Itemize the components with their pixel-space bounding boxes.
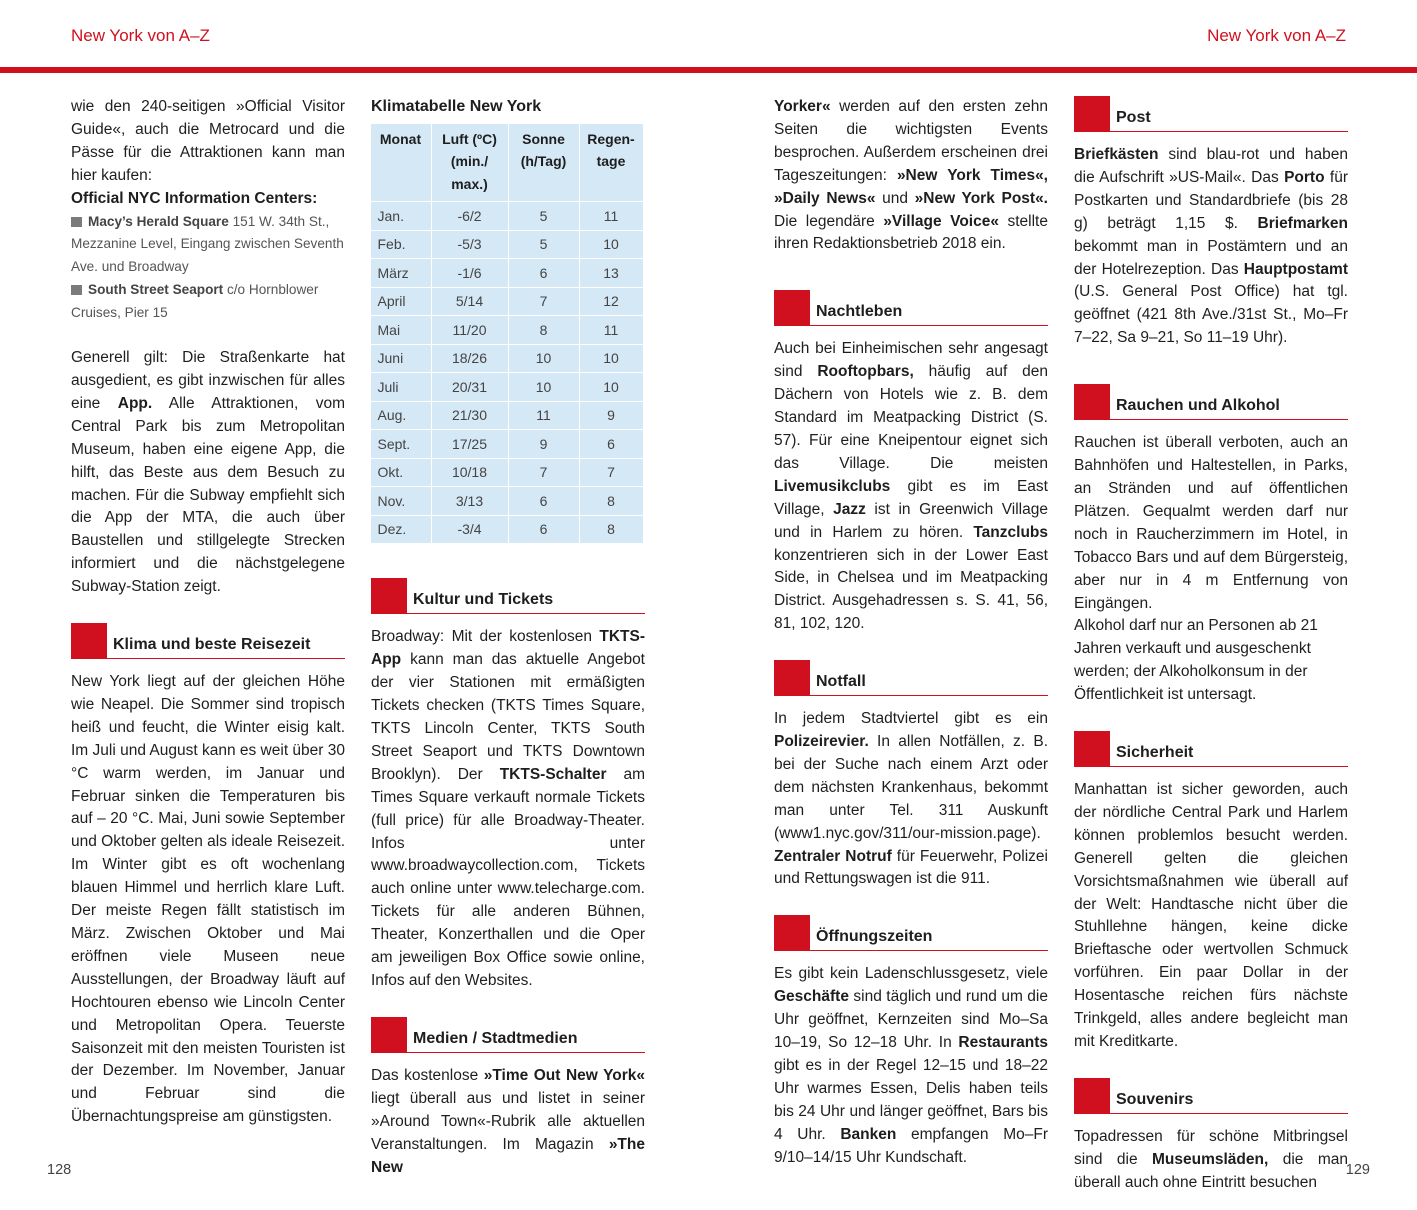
red-square-icon bbox=[1074, 1078, 1110, 1114]
table-cell: 9 bbox=[580, 402, 643, 430]
table-cell: 21/30 bbox=[432, 402, 508, 430]
table-cell: 8 bbox=[580, 487, 643, 515]
table-row bbox=[371, 459, 643, 487]
table-cell: 17/25 bbox=[432, 430, 508, 458]
column-2 bbox=[371, 96, 645, 1179]
table-cell: 5/14 bbox=[432, 288, 508, 316]
table-cell: 20/31 bbox=[432, 373, 508, 401]
section-heading-souvenirs: Souvenirs bbox=[1074, 1078, 1348, 1114]
red-square-icon bbox=[774, 290, 810, 326]
section-heading-post: Post bbox=[1074, 96, 1348, 132]
climate-table bbox=[370, 123, 644, 545]
medien-paragraph: Das kostenlose »Time Out New York« liegt überall aus und listet in seiner »Around Town«-Rubrik alle aktuellen Veranstaltungen. Im Magazin »The New bbox=[371, 1066, 645, 1176]
table-cell: 3/13 bbox=[432, 487, 508, 515]
section-heading-oeffnungszeiten: Öffnungszeiten bbox=[774, 915, 1048, 951]
table-cell: -3/4 bbox=[432, 516, 508, 544]
column-1 bbox=[71, 96, 345, 1129]
app-paragraph: Generell gilt: Die Straßenkarte hat ausgedient, es gibt inzwischen für alles eine App. Alle Attraktionen, vom Central Park bis zum Metropolitan Museum, haben eine eigene App, die hilft, das Beste aus dem Besuch zu machen. Für die Subway empfiehlt sich die App der MTA, die auch über Baustellen und stillgelegte Strecken informiert und die nächstgelegene Subway-Station zeigt. bbox=[71, 349, 345, 596]
table-cell: -6/2 bbox=[432, 202, 508, 230]
section-heading-kultur: Kultur und Tickets bbox=[371, 578, 645, 614]
table-cell: 10 bbox=[509, 373, 579, 401]
table-cell: 7 bbox=[580, 459, 643, 487]
red-square-icon bbox=[1074, 731, 1110, 767]
notfall-paragraph: In jedem Stadtviertel gibt es ein Polizeirevier. In allen Notfällen, z. B. bei der Suche nach einem Arzt oder dem nächsten Krankenhaus, bekommt man unter Tel. 311 Auskunft (www1.nyc.gov/311/our-mission.page). Zentraler Notruf für Feuerwehr, Polizei und Rettungswagen ist die 911. bbox=[774, 710, 1048, 888]
table-cell: -5/3 bbox=[432, 231, 508, 259]
table-cell: April bbox=[371, 288, 431, 316]
table-cell: Nov. bbox=[371, 487, 431, 515]
table-cell: 10 bbox=[580, 373, 643, 401]
table-cell: 10 bbox=[580, 231, 643, 259]
table-row bbox=[371, 373, 643, 401]
table-cell: 13 bbox=[580, 259, 643, 287]
table-cell: 11 bbox=[580, 202, 643, 230]
page-number-left: 128 bbox=[47, 1162, 72, 1178]
table-cell: 11 bbox=[580, 316, 643, 344]
red-square-icon bbox=[774, 915, 810, 951]
table-title: Klimatabelle New York bbox=[371, 98, 542, 115]
column-4 bbox=[1074, 96, 1348, 1195]
table-cell: Aug. bbox=[371, 402, 431, 430]
table-cell: 6 bbox=[509, 487, 579, 515]
table-row bbox=[371, 402, 643, 430]
table-cell: Jan. bbox=[371, 202, 431, 230]
info-centers-heading: Official NYC Information Centers: bbox=[71, 189, 318, 207]
section-heading-nachtleben: Nachtleben bbox=[774, 290, 1048, 326]
post-paragraph: Briefkästen sind blau-rot und haben die Aufschrift »US-Mail«. Das Porto für Postkarten und Standardbriefe (bis 28 g) beträgt 1,15 $. Briefmarken bekommt man in Postämtern und an der Hotelrezeption. Das Hauptpostamt (U.S. General Post Office) hat tgl. geöffnet (421 8th Ave./31st St., Mo–Fr 7–22, Sa 9–21, So 11–19 Uhr). bbox=[1074, 146, 1348, 347]
souvenirs-paragraph: Topadressen für schöne Mitbringsel sind die Museumsläden, die man überall auch ohne Eintritt besuchen bbox=[1074, 1127, 1348, 1191]
col-header: Regen-tage bbox=[580, 124, 643, 202]
table-cell: 11/20 bbox=[432, 316, 508, 344]
table-cell: 12 bbox=[580, 288, 643, 316]
page-number-right: 129 bbox=[1345, 1162, 1370, 1178]
section-heading-klima: Klima und beste Reisezeit bbox=[71, 623, 345, 659]
red-square-icon bbox=[371, 1017, 407, 1053]
table-cell: Mai bbox=[371, 316, 431, 344]
alkohol-paragraph: Alkohol darf nur an Personen ab 21 Jahren verkauft und ausgeschenkt werden; der Alkoholkonsum in der Öffentlichkeit ist untersagt. bbox=[1074, 617, 1318, 704]
table-cell: 6 bbox=[509, 259, 579, 287]
medien-continued-paragraph: Yorker« werden auf den ersten zehn Seiten die wichtigsten Events besprochen. Außerdem erscheinen drei Tageszeitungen: »New York Times«, »Daily News« und »New York Post«. Die legendäre »Village Voice« stellte ihren Redaktionsbetrieb 2018 ein. bbox=[774, 98, 1048, 253]
table-cell: 18/26 bbox=[432, 345, 508, 373]
column-3 bbox=[774, 96, 1048, 1170]
table-cell: Sept. bbox=[371, 430, 431, 458]
table-cell: -1/6 bbox=[432, 259, 508, 287]
section-heading-rauchen: Rauchen und Alkohol bbox=[1074, 384, 1348, 420]
table-cell: 6 bbox=[580, 430, 643, 458]
table-row bbox=[371, 345, 643, 373]
bullet-square-icon bbox=[71, 217, 82, 227]
sicherheit-paragraph: Manhattan ist sicher geworden, auch der nördliche Central Park und Harlem können problemlos besucht werden. Generell gelten die gleichen Vorsichtsmaßnahmen wie überall auf der Welt: Handtasche nicht über die Stuhllehne hängen, keine dicke Brieftasche oder wertvollen Schmuck vorführen. Ein paar Dollar in der Hosentasche reichen fürs nächste Trinkgeld, alles andere begleicht man mit Kreditkarte. bbox=[1074, 781, 1348, 1050]
nachtleben-paragraph: Auch bei Einheimischen sehr angesagt sind Rooftopbars, häufig auf den Dächern von Hotels wie z. B. dem Standard im Meatpacking District (S. 57). Für eine Kneipentour eignet sich das Village. Die meisten Livemusikclubs gibt es im East Village, Jazz ist in Greenwich Village und in Harlem zu hören. Tanzclubs konzentrieren sich in der Lower East Side, in Chelsea und im Meatpacking District. Ausgehadressen s. S. 41, 56, 81, 102, 120. bbox=[774, 340, 1048, 633]
col-header: Sonne (h/Tag) bbox=[509, 124, 579, 202]
section-heading-sicherheit: Sicherheit bbox=[1074, 731, 1348, 767]
red-square-icon bbox=[1074, 384, 1110, 420]
table-row bbox=[371, 487, 643, 515]
kultur-paragraph: Broadway: Mit der kostenlosen TKTS-App kann man das aktuelle Angebot der vier Stationen mit ermäßigten Tickets checken (TKTS Times Square, TKTS Lincoln Center, TKTS South Street Seaport und TKTS Downtown Brooklyn). Der TKTS-Schalter am Times Square verkauft normale Tickets (full price) für alle Broadway-Theater. Infos unter www.broadwaycollection.com, Tickets auch online unter www.telecharge.com. Tickets für alle anderen Bühnen, Theater, Konzerthallen und die Oper am jeweiligen Box Office sowie online, Infos auf den Websites. bbox=[371, 628, 645, 989]
table-cell: Feb. bbox=[371, 231, 431, 259]
address-macys: Macy’s Herald Square 151 W. 34th St., Mezzanine Level, Eingang zwischen Seventh Ave. und Broadway bbox=[71, 213, 344, 275]
section-heading-notfall: Notfall bbox=[774, 660, 1048, 696]
table-cell: Okt. bbox=[371, 459, 431, 487]
table-row bbox=[371, 202, 643, 230]
table-cell: 9 bbox=[509, 430, 579, 458]
table-header-row bbox=[371, 124, 643, 202]
table-cell: Juni bbox=[371, 345, 431, 373]
table-row bbox=[371, 516, 643, 544]
table-cell: Dez. bbox=[371, 516, 431, 544]
table-cell: 7 bbox=[509, 288, 579, 316]
running-header-left: New York von A–Z bbox=[71, 26, 210, 45]
running-header-right: New York von A–Z bbox=[1207, 26, 1346, 45]
klima-paragraph: New York liegt auf der gleichen Höhe wie Neapel. Die Sommer sind tropisch heiß und feucht, die Winter eisig kalt. Im Juli und August kann es weit über 30 °C warm werden, im Januar und Februar sinken die Temperaturen bis auf – 20 °C. Mai, Juni sowie September und Oktober gelten als ideale Reisezeit. Im Winter gibt es oft wochenlang blauen Himmel und herrlich klare Luft. Der meiste Regen fällt statistisch im März. Zwischen Oktober und Mai eröffnen viele Museen neue Ausstellungen, der Broadway läuft auf Hochtouren ebenso wie Lincoln Center und Metropolitan Opera. Teuerste Saisonzeit mit den meisten Touristen ist der Dezember. Im November, Januar und Februar sind die Übernachtungspreise am günstigsten. bbox=[71, 673, 345, 1126]
table-row bbox=[371, 259, 643, 287]
col-header: Luft (ºC) (min./ max.) bbox=[432, 124, 508, 202]
table-cell: 5 bbox=[509, 231, 579, 259]
table-cell: 10/18 bbox=[432, 459, 508, 487]
table-cell: 5 bbox=[509, 202, 579, 230]
oeffnungszeiten-paragraph: Es gibt kein Ladenschlussgesetz, viele Geschäfte sind täglich und rund um die Uhr geöffnet, Kernzeiten sind Mo–Sa 10–19, So 12–18 Uhr. In Restaurants gibt es in der Regel 12–15 und 18–22 Uhr warmes Essen, Delis haben teils bis 24 Uhr und länger geöffnet, Bars bis 4 Uhr. Banken empfangen Mo–Fr 9/10–14/15 Uhr Kundschaft. bbox=[774, 965, 1048, 1166]
table-cell: 10 bbox=[509, 345, 579, 373]
table-row bbox=[371, 316, 643, 344]
table-cell: 8 bbox=[580, 516, 643, 544]
table-cell: 6 bbox=[509, 516, 579, 544]
intro-paragraph: wie den 240-seitigen »Official Visitor Guide«, auch die Metrocard und die Pässe für die Attraktionen kann man hier kaufen: bbox=[71, 98, 345, 184]
table-cell: 7 bbox=[509, 459, 579, 487]
col-header: Monat bbox=[371, 124, 431, 202]
bullet-square-icon bbox=[71, 285, 82, 295]
table-cell: 11 bbox=[509, 402, 579, 430]
red-square-icon bbox=[1074, 96, 1110, 132]
table-cell: 8 bbox=[509, 316, 579, 344]
section-heading-medien: Medien / Stadtmedien bbox=[371, 1017, 645, 1053]
table-cell: Juli bbox=[371, 373, 431, 401]
table-cell: 10 bbox=[580, 345, 643, 373]
table-row bbox=[371, 430, 643, 458]
address-seaport: South Street Seaport c/o Hornblower Cruises, Pier 15 bbox=[71, 282, 319, 321]
table-row bbox=[371, 288, 643, 316]
red-square-icon bbox=[774, 660, 810, 696]
rauchen-paragraph: Rauchen ist überall verboten, auch an Bahnhöfen und Haltestellen, in Parks, an Stränden und auf öffentlichen Plätzen. Gequalmt werden darf nur noch in Raucherzimmern im Hotel, in Tobacco Bars und auf dem Bürgersteig, aber nur in 4 m Entfernung von Eingängen. bbox=[1074, 434, 1348, 612]
table-cell: März bbox=[371, 259, 431, 287]
red-square-icon bbox=[371, 578, 407, 614]
table-row bbox=[371, 231, 643, 259]
header-rule bbox=[0, 67, 1417, 73]
red-square-icon bbox=[71, 623, 107, 659]
